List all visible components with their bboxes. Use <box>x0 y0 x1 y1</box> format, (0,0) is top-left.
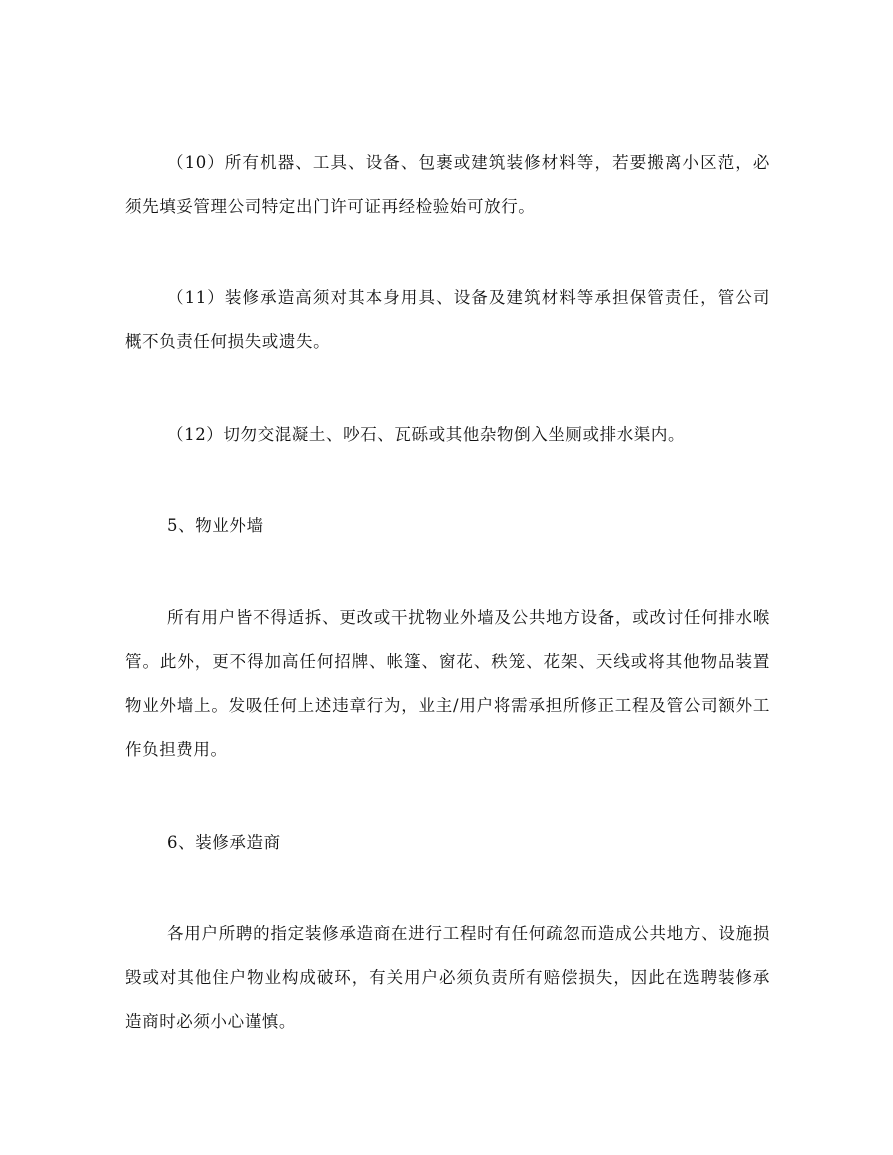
paragraph-item-11: （11）装修承造高须对其本身用具、设备及建筑材料等承担保管责任，管公司概不负责任何损失或遗失。 <box>125 288 770 351</box>
section-6-heading: 6、装修承造商 <box>167 833 281 852</box>
paragraph-item-12: （12）切勿交混凝土、吵石、瓦砾或其他杂物倒入坐厕或排水渠内。 <box>167 425 686 444</box>
section-5-body: 所有用户皆不得适拆、更改或干扰物业外墙及公共地方设备，或改讨任何排水喉管。此外，更不得加高任何招牌、帐篷、窗花、秩笼、花架、天线或将其他物品装置物业外墙上。发吸任何上述违章行为，业主/用户将需承担所修正工程及管公司额外工作负担费用。 <box>125 608 770 759</box>
paragraph-item-10: （10）所有机器、工具、设备、包裹或建筑装修材料等，若要搬离小区范，必须先填妥管理公司特定出门许可证再经检验始可放行。 <box>125 153 770 216</box>
section-5-heading: 5、物业外墙 <box>167 516 264 535</box>
section-6-body: 各用户所聘的指定装修承造商在进行工程时有任何疏忽而造成公共地方、设施损毁或对其他住户物业构成破环，有关用户必须负责所有赔偿损失，因此在选聘装修承造商时必须小心谨慎。 <box>125 924 770 1031</box>
